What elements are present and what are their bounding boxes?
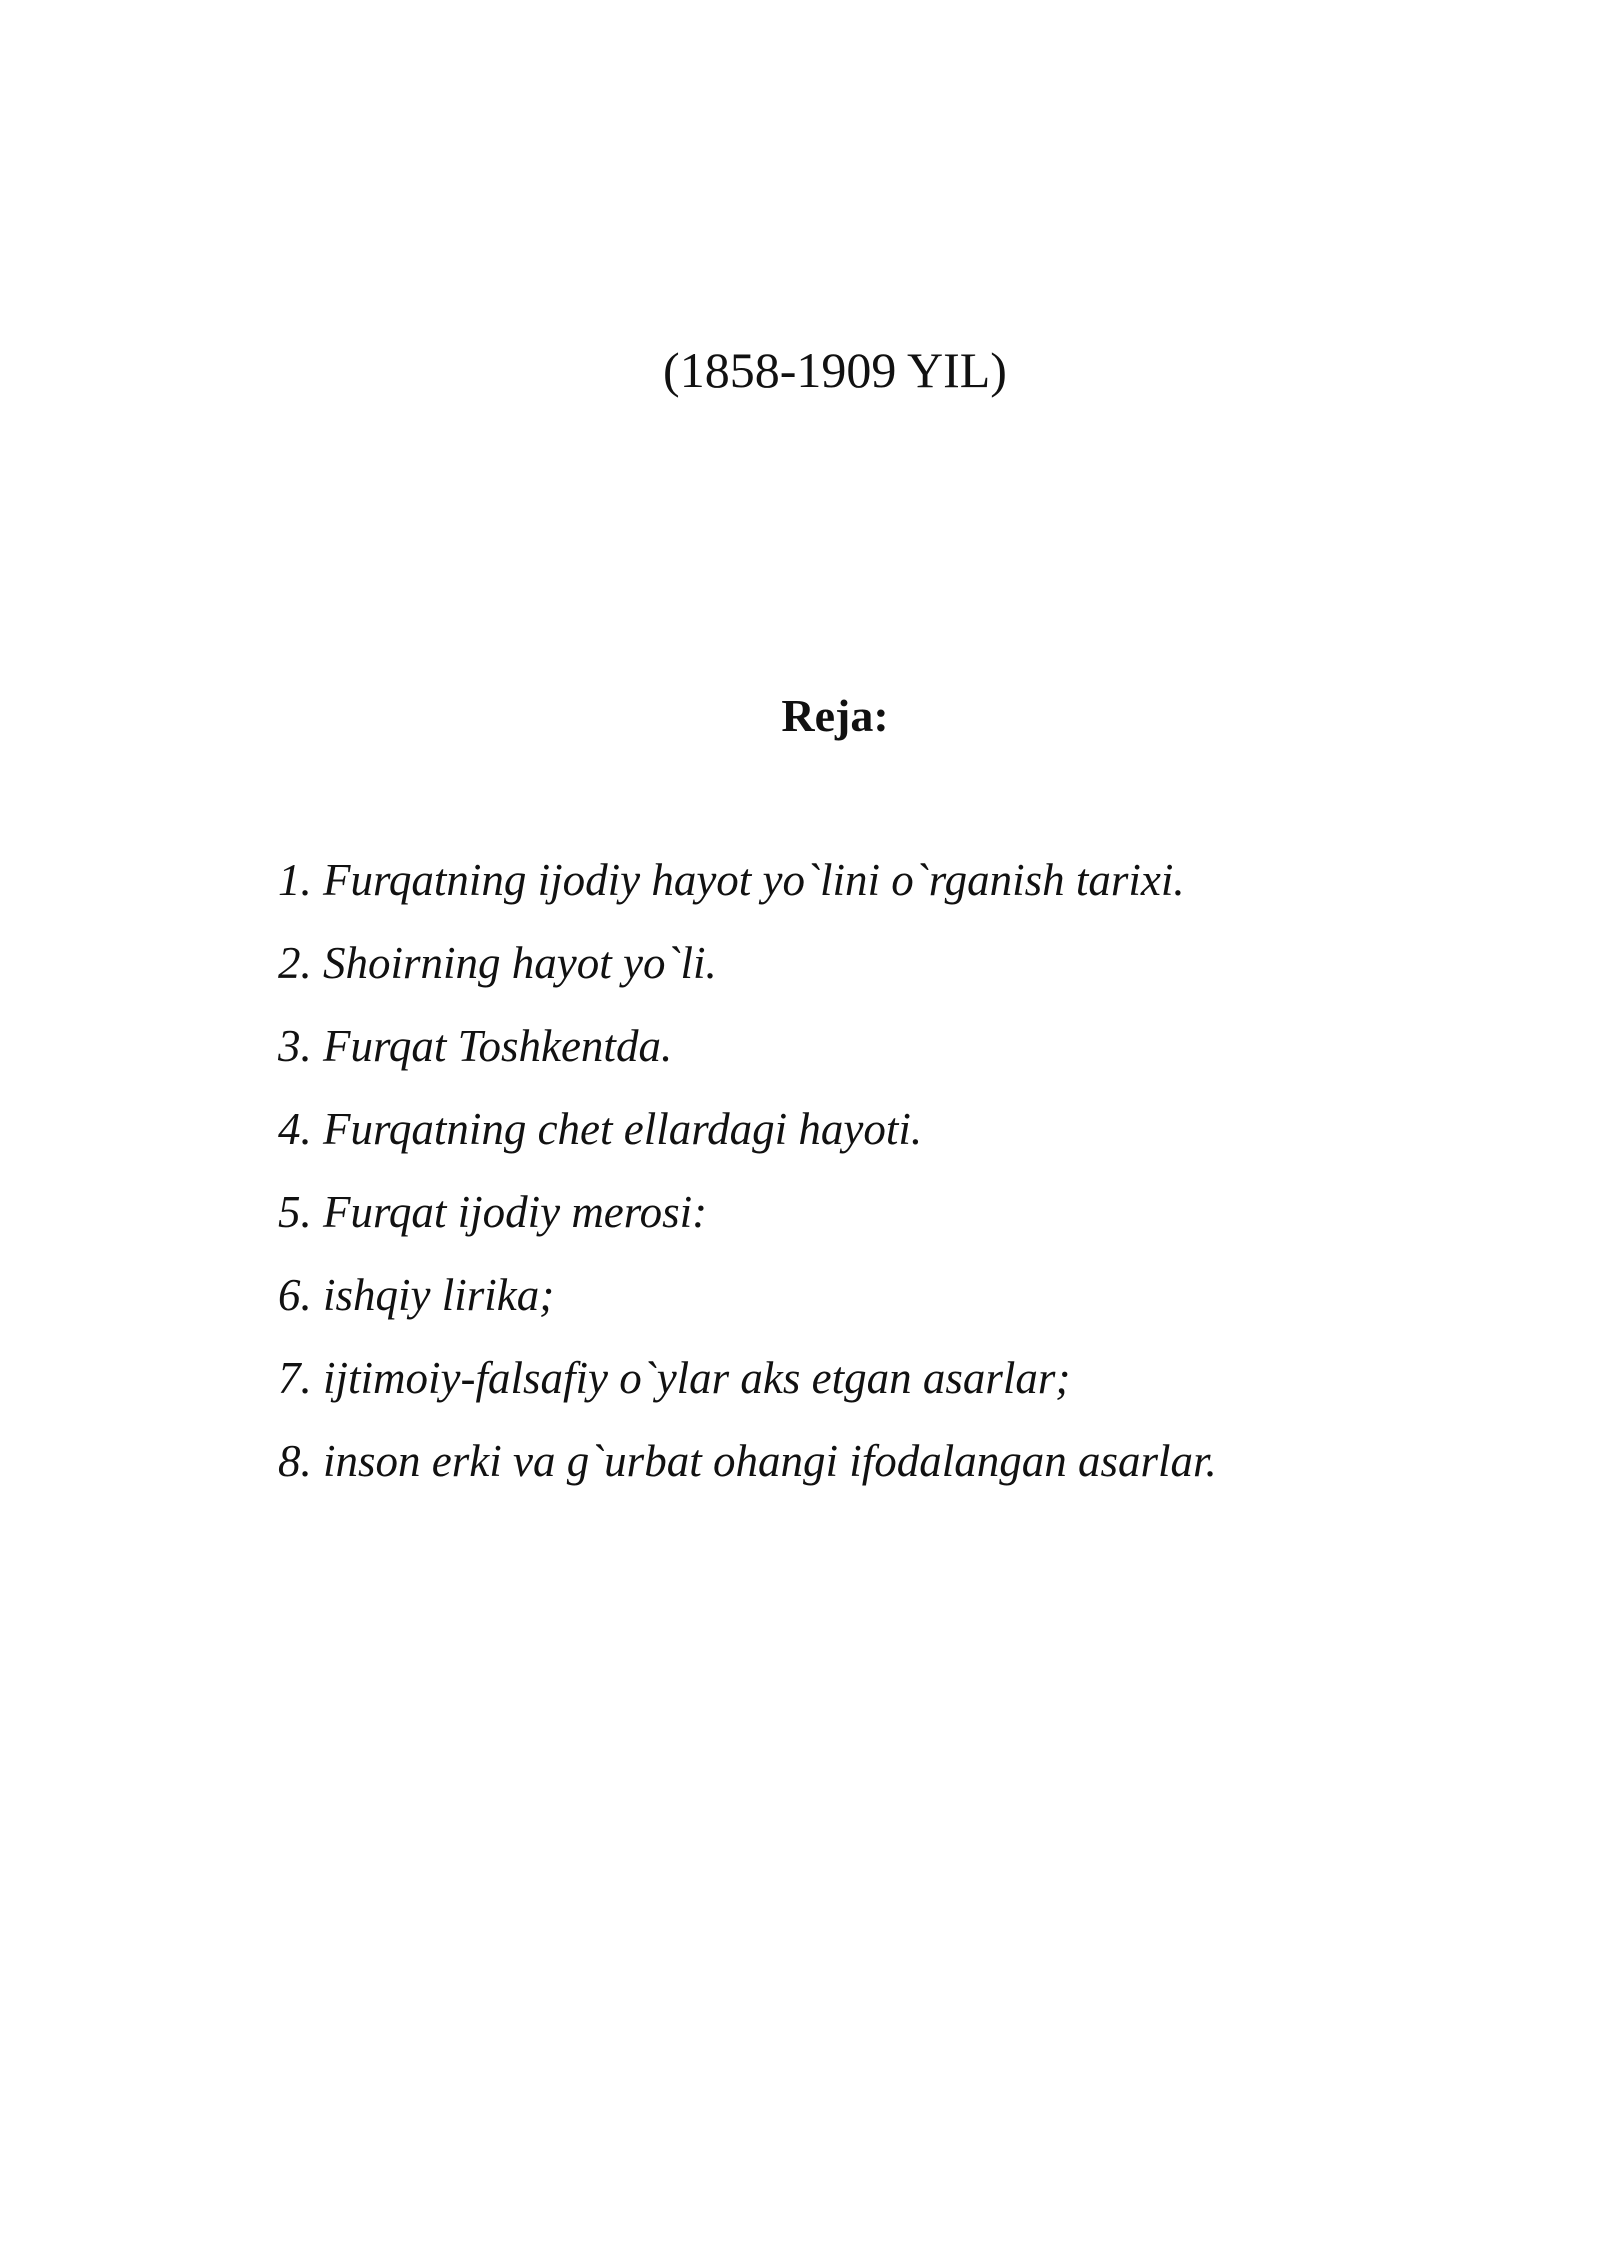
plan-item: 8. inson erki va g`urbat ohangi ifodalangan asarlar. (278, 1436, 1217, 1486)
plan-list (278, 852, 1217, 1516)
plan-item: 6. ishqiy lirika; (278, 1270, 555, 1320)
plan-item: 1. Furqatning ijodiy hayot yo`lini o`rganish tarixi. (278, 855, 1185, 905)
plan-item: 3. Furqat Toshkentda. (278, 1021, 673, 1071)
years-subtitle: (1858-1909 YIL) (663, 342, 1007, 398)
plan-heading: Reja: (781, 690, 889, 741)
plan-item: 5. Furqat ijodiy merosi: (278, 1187, 708, 1237)
plan-item: 4. Furqatning chet ellardagi hayoti. (278, 1104, 923, 1154)
plan-item: 7. ijtimoiy-falsafiy o`ylar aks etgan asarlar; (278, 1353, 1071, 1403)
plan-item: 2. Shoirning hayot yo`li. (278, 938, 717, 988)
